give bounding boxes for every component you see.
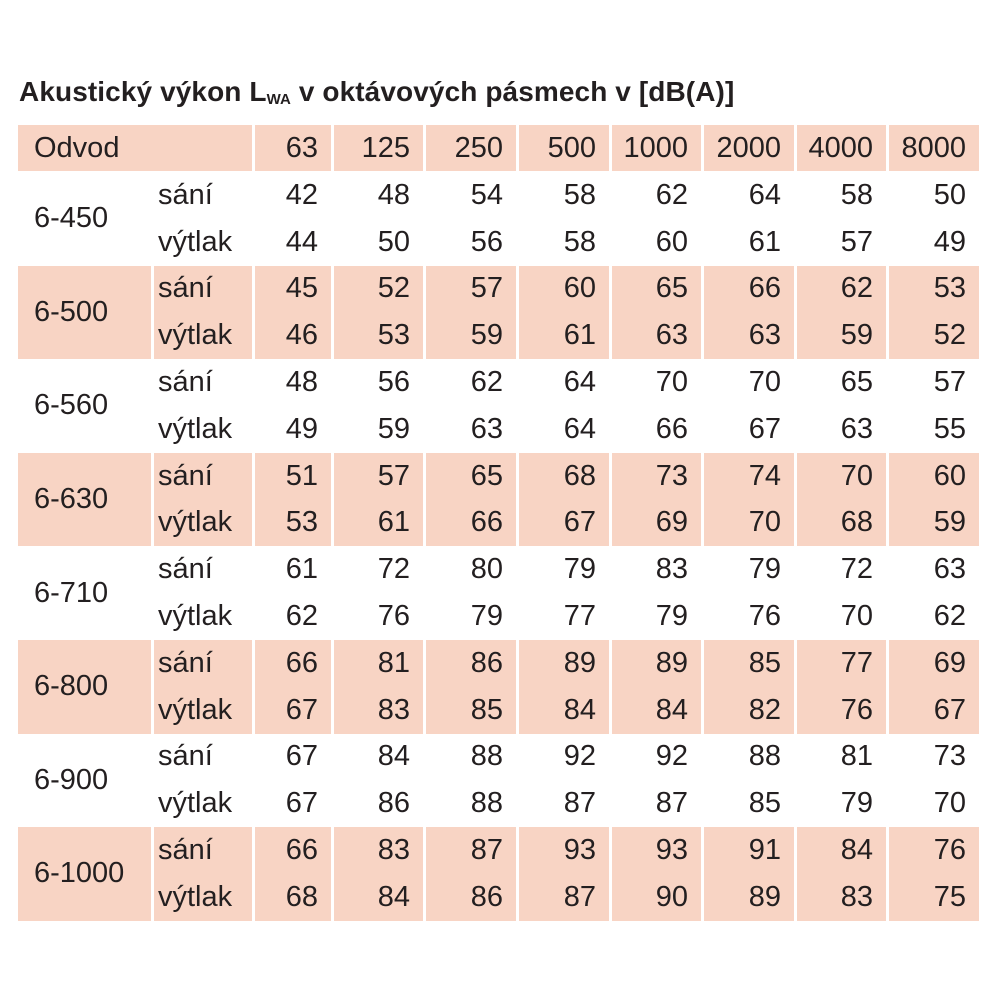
value-cell: 92: [612, 734, 704, 781]
table-row-outlet: [18, 874, 979, 921]
value-cell: 92: [519, 734, 612, 781]
model-label: 6-800: [18, 640, 154, 734]
intake-label: sání: [154, 453, 255, 500]
value-cell: 64: [519, 406, 612, 453]
value-cell: 59: [797, 312, 889, 359]
value-cell: 57: [334, 453, 426, 500]
value-cell: 68: [255, 874, 334, 921]
value-cell: 63: [612, 312, 704, 359]
value-cell: 84: [519, 687, 612, 734]
value-cell: 60: [519, 266, 612, 313]
outlet-label: výtlak: [154, 406, 255, 453]
acoustic-power-table: [18, 125, 979, 921]
table-row-intake: [18, 827, 979, 874]
intake-label: sání: [154, 546, 255, 593]
value-cell: 93: [519, 827, 612, 874]
model-label: 6-630: [18, 453, 154, 547]
intake-label: sání: [154, 640, 255, 687]
band-header: 500: [519, 125, 612, 172]
value-cell: 70: [704, 359, 797, 406]
band-header: 1000: [612, 125, 704, 172]
value-cell: 88: [704, 734, 797, 781]
outlet-label: výtlak: [154, 874, 255, 921]
value-cell: 82: [704, 687, 797, 734]
value-cell: 79: [519, 546, 612, 593]
value-cell: 76: [704, 593, 797, 640]
value-cell: 67: [255, 687, 334, 734]
value-cell: 79: [612, 593, 704, 640]
band-header: 250: [426, 125, 519, 172]
table-row-intake: [18, 640, 979, 687]
value-cell: 57: [426, 266, 519, 313]
table-title: [19, 76, 734, 108]
value-cell: 56: [334, 359, 426, 406]
value-cell: 88: [426, 780, 519, 827]
value-cell: 72: [334, 546, 426, 593]
value-cell: 53: [334, 312, 426, 359]
value-cell: 85: [704, 640, 797, 687]
value-cell: 89: [519, 640, 612, 687]
intake-label: sání: [154, 734, 255, 781]
value-cell: 87: [426, 827, 519, 874]
value-cell: 67: [889, 687, 979, 734]
value-cell: 84: [797, 827, 889, 874]
table-row-intake: [18, 734, 979, 781]
table-row-intake: [18, 546, 979, 593]
value-cell: 72: [797, 546, 889, 593]
value-cell: 56: [426, 219, 519, 266]
value-cell: 91: [704, 827, 797, 874]
value-cell: 81: [334, 640, 426, 687]
value-cell: 52: [889, 312, 979, 359]
value-cell: 50: [933, 178, 966, 211]
value-cell: 65: [426, 453, 519, 500]
table-row-outlet: [18, 406, 979, 453]
value-cell: 45: [255, 266, 334, 313]
value-cell: 68: [797, 500, 889, 547]
band-header: 4000: [797, 125, 889, 172]
value-cell: 66: [704, 266, 797, 313]
intake-label: sání: [154, 827, 255, 874]
model-label: 6-500: [18, 266, 154, 360]
value-cell: 84: [612, 687, 704, 734]
model-label: 6-560: [18, 359, 154, 453]
value-cell: 74: [704, 453, 797, 500]
value-cell: 53: [255, 500, 334, 547]
intake-label: sání: [154, 266, 255, 313]
value-cell: 76: [797, 687, 889, 734]
table-body: [18, 125, 979, 921]
value-cell: 51: [255, 453, 334, 500]
value-cell: 62: [797, 266, 889, 313]
value-cell: 46: [255, 312, 334, 359]
value-cell: 64: [704, 172, 797, 219]
value-cell: 50: [334, 219, 426, 266]
value-cell: 79: [797, 780, 889, 827]
value-cell: 42: [255, 172, 334, 219]
outlet-label: výtlak: [154, 500, 255, 547]
value-cell: 62: [933, 600, 966, 633]
value-cell: 66: [426, 500, 519, 547]
value-cell: 86: [426, 874, 519, 921]
value-cell: 79: [426, 593, 519, 640]
table-row-outlet: [18, 312, 979, 359]
value-cell: 63: [933, 553, 966, 586]
value-cell: 83: [334, 827, 426, 874]
value-cell: 49: [255, 406, 334, 453]
value-cell: 49: [933, 225, 966, 258]
value-cell: 63: [797, 406, 889, 453]
model-label: 6-710: [18, 546, 154, 640]
value-cell: 69: [889, 640, 979, 687]
value-cell: 80: [426, 546, 519, 593]
value-cell: 61: [704, 219, 797, 266]
value-cell: 48: [334, 172, 426, 219]
value-cell: 89: [704, 874, 797, 921]
value-cell: 66: [255, 640, 334, 687]
band-header: 8000: [889, 125, 979, 172]
value-cell: 58: [519, 172, 612, 219]
value-cell: 63: [704, 312, 797, 359]
table-row-outlet: [18, 593, 979, 640]
value-cell: 59: [426, 312, 519, 359]
value-cell: 77: [519, 593, 612, 640]
value-cell: 85: [426, 687, 519, 734]
value-cell: 86: [426, 640, 519, 687]
table-row-outlet: [18, 780, 979, 827]
band-header: 2000: [704, 125, 797, 172]
value-cell: 86: [334, 780, 426, 827]
value-cell: 70: [797, 453, 889, 500]
value-cell: 59: [889, 500, 979, 547]
value-cell: 58: [519, 219, 612, 266]
value-cell: 73: [933, 740, 966, 773]
outlet-label: výtlak: [154, 593, 255, 640]
value-cell: 67: [519, 500, 612, 547]
value-cell: 67: [255, 780, 334, 827]
model-label: 6-1000: [18, 827, 154, 921]
table-row-outlet: [18, 687, 979, 734]
table-row-outlet: [18, 500, 979, 547]
table-row-outlet: [18, 219, 979, 266]
band-header: 63: [255, 125, 334, 172]
table-row-intake: [18, 266, 979, 313]
value-cell: 85: [704, 780, 797, 827]
outlet-label: výtlak: [154, 780, 255, 827]
model-label: 6-900: [18, 734, 154, 828]
table-row-intake: [18, 172, 979, 219]
value-cell: 84: [334, 874, 426, 921]
value-cell: 83: [334, 687, 426, 734]
value-cell: 55: [933, 412, 966, 445]
value-cell: 62: [426, 359, 519, 406]
outlet-label: výtlak: [154, 312, 255, 359]
outlet-label: výtlak: [154, 219, 255, 266]
value-cell: 87: [519, 874, 612, 921]
header-row: [18, 125, 979, 172]
value-cell: 54: [426, 172, 519, 219]
title-prefix: Akustický výkon L: [19, 76, 267, 107]
value-cell: 88: [426, 734, 519, 781]
value-cell: 68: [519, 453, 612, 500]
title-subscript: WA: [266, 91, 291, 108]
value-cell: 67: [704, 406, 797, 453]
value-cell: 53: [889, 266, 979, 313]
value-cell: 70: [704, 500, 797, 547]
value-cell: 87: [519, 780, 612, 827]
value-cell: 48: [255, 359, 334, 406]
model-label: 6-450: [18, 172, 154, 266]
value-cell: 73: [612, 453, 704, 500]
band-header: 125: [334, 125, 426, 172]
intake-label: sání: [154, 359, 255, 406]
value-cell: 65: [612, 266, 704, 313]
table-row-intake: [18, 453, 979, 500]
value-cell: 90: [612, 874, 704, 921]
value-cell: 62: [255, 593, 334, 640]
value-cell: 76: [889, 827, 979, 874]
value-cell: 61: [519, 312, 612, 359]
value-cell: 77: [797, 640, 889, 687]
value-cell: 65: [797, 359, 889, 406]
value-cell: 93: [612, 827, 704, 874]
value-cell: 89: [612, 640, 704, 687]
value-cell: 70: [933, 787, 966, 820]
value-cell: 83: [797, 874, 889, 921]
value-cell: 87: [612, 780, 704, 827]
value-cell: 66: [255, 827, 334, 874]
value-cell: 69: [612, 500, 704, 547]
value-cell: 75: [889, 874, 979, 921]
outlet-label: výtlak: [154, 687, 255, 734]
value-cell: 61: [334, 500, 426, 547]
title-suffix: v oktávových pásmech v [dB(A)]: [290, 76, 735, 107]
value-cell: 81: [797, 734, 889, 781]
value-cell: 66: [612, 406, 704, 453]
value-cell: 60: [612, 219, 704, 266]
value-cell: 57: [933, 366, 966, 399]
value-cell: 58: [797, 172, 889, 219]
value-cell: 61: [255, 546, 334, 593]
value-cell: 60: [889, 453, 979, 500]
value-cell: 83: [612, 546, 704, 593]
value-cell: 67: [255, 734, 334, 781]
value-cell: 79: [704, 546, 797, 593]
value-cell: 76: [334, 593, 426, 640]
value-cell: 62: [612, 172, 704, 219]
header-label: Odvod: [18, 125, 255, 172]
value-cell: 64: [519, 359, 612, 406]
value-cell: 59: [334, 406, 426, 453]
value-cell: 63: [426, 406, 519, 453]
intake-label: sání: [154, 172, 255, 219]
value-cell: 52: [334, 266, 426, 313]
value-cell: 44: [255, 219, 334, 266]
table-row-intake: [18, 359, 979, 406]
value-cell: 70: [797, 593, 889, 640]
value-cell: 84: [334, 734, 426, 781]
value-cell: 57: [797, 219, 889, 266]
value-cell: 70: [612, 359, 704, 406]
